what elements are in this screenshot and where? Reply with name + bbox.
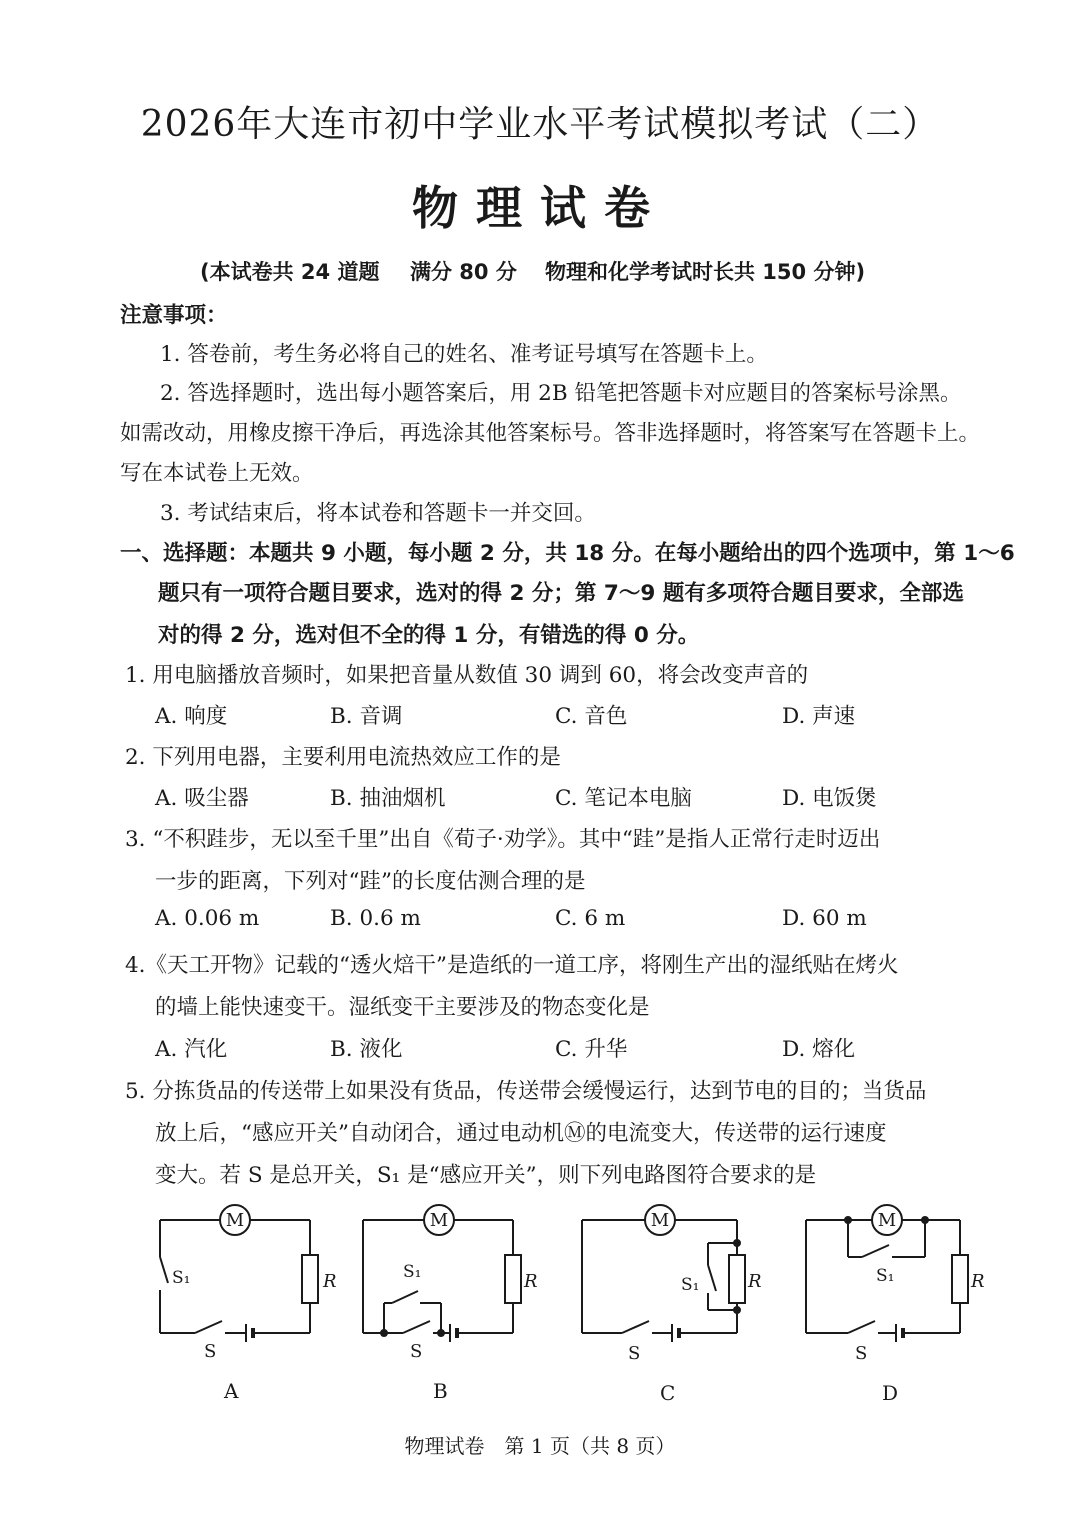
resistor-d-icon [952, 1255, 968, 1303]
notice-item-2: 2. 答选择题时，选出每小题答案后，用 2B 铅笔把答题卡对应题目的答案标号涂黑。 [160, 381, 962, 406]
notice-heading: 注意事项： [120, 303, 228, 328]
circuit-label-d: D [882, 1381, 899, 1405]
motor-label-c: M [650, 1210, 670, 1231]
resistor-label-c: R [748, 1271, 762, 1292]
question-5-cont-2: 变大。若 S 是总开关，S₁ 是“感应开关”，则下列电路图符合要求的是 [155, 1163, 817, 1188]
q3-option-b: B. 0.6 m [330, 906, 421, 931]
switch-s-label-c: S [628, 1343, 641, 1364]
q2-option-c: C. 笔记本电脑 [555, 786, 692, 811]
switch-s1-c-icon [708, 1265, 716, 1291]
info-score: 满分 80 分 [410, 260, 517, 284]
switch-s-c-icon [622, 1321, 649, 1333]
section-heading: 一、选择题：本题共 9 小题，每小题 2 分，共 18 分。在每小题给出的四个选项中，第 1～6 [120, 541, 1015, 566]
question-4-cont: 的墙上能快速变干。湿纸变干主要涉及的物态变化是 [155, 995, 650, 1020]
switch-s1-label-d: S₁ [876, 1266, 895, 1286]
q3-option-a: A. 0.06 m [155, 906, 260, 931]
circuit-c [582, 1205, 762, 1405]
notice-item-2-end: 写在本试卷上无效。 [120, 461, 314, 486]
q1-option-c: C. 音色 [555, 704, 628, 729]
exam-title: 2026年大连市初中学业水平考试模拟考试（二） [140, 104, 940, 145]
notice-item-2-cont: 如需改动，用橡皮擦干净后，再选涂其他答案标号。答非选择题时，将答案写在答题卡上。 [120, 421, 981, 446]
q4-option-d: D. 熔化 [782, 1037, 856, 1062]
resistor-c-icon [729, 1255, 745, 1303]
subject-title: 物理试卷 [412, 181, 668, 235]
switch-s1-b-icon [392, 1291, 418, 1303]
switch-s-label-a: S [204, 1341, 217, 1362]
resistor-label-b: R [524, 1271, 538, 1292]
switch-s1-a-icon [160, 1257, 168, 1283]
resistor-a-icon [302, 1255, 318, 1303]
q1-option-d: D. 声速 [782, 704, 856, 729]
switch-s-b-icon [403, 1321, 430, 1333]
switch-s-d-icon [848, 1321, 875, 1333]
question-1: 1. 用电脑播放音频时，如果把音量从数值 30 调到 60，将会改变声音的 [125, 663, 809, 688]
question-5: 5. 分拣货品的传送带上如果没有货品，传送带会缓慢运行，达到节电的目的；当货品 [125, 1079, 927, 1104]
q1-option-b: B. 音调 [330, 704, 403, 729]
motor-label-d: M [877, 1210, 897, 1231]
q2-option-b: B. 抽油烟机 [330, 786, 446, 811]
motor-label-a: M [225, 1210, 245, 1231]
resistor-label-d: R [971, 1271, 985, 1292]
switch-s1-d-icon [862, 1245, 889, 1257]
switch-s-a-icon [195, 1321, 222, 1333]
circuit-a [160, 1205, 337, 1403]
info-time: 物理和化学考试时长共 150 分钟) [545, 260, 866, 284]
question-3-cont: 一步的距离，下列对“跬”的长度估测合理的是 [155, 869, 586, 894]
question-4: 4.《天工开物》记载的“透火焙干”是造纸的一道工序，将刚生产出的湿纸贴在烤火 [125, 953, 899, 978]
switch-s-label-b: S [410, 1341, 423, 1362]
q4-option-a: A. 汽化 [155, 1037, 228, 1062]
circuit-label-a: A [224, 1379, 239, 1403]
circuit-b [363, 1205, 538, 1403]
question-2: 2. 下列用电器，主要利用电流热效应工作的是 [125, 745, 561, 770]
q1-option-a: A. 响度 [155, 704, 228, 729]
circuit-d [806, 1205, 985, 1405]
question-5-cont-1: 放上后，“感应开关”自动闭合，通过电动机Ⓜ的电流变大，传送带的运行速度 [155, 1121, 887, 1146]
circuit-diagrams [0, 1195, 1080, 1415]
notice-item-3: 3. 考试结束后，将本试卷和答题卡一并交回。 [160, 501, 596, 526]
resistor-b-icon [505, 1255, 521, 1303]
switch-s1-label-b: S₁ [403, 1262, 422, 1282]
q3-option-d: D. 60 m [782, 906, 867, 931]
section-desc-2: 题只有一项符合题目要求，选对的得 2 分；第 7～9 题有多项符合题目要求，全部选 [158, 581, 964, 606]
question-3: 3. “不积跬步，无以至千里”出自《荀子·劝学》。其中“跬”是指人正常行走时迈出 [125, 827, 881, 852]
q2-option-a: A. 吸尘器 [155, 786, 249, 811]
q3-option-c: C. 6 m [555, 906, 626, 931]
switch-s1-label-c: S₁ [681, 1275, 700, 1295]
notice-item-1: 1. 答卷前，考生务必将自己的姓名、准考证号填写在答题卡上。 [160, 342, 768, 367]
section-desc-3: 对的得 2 分，选对但不全的得 1 分，有错选的得 0 分。 [158, 623, 700, 648]
q4-option-c: C. 升华 [555, 1037, 628, 1062]
info-questions: (本试卷共 24 道题 [200, 260, 380, 284]
resistor-label-a: R [323, 1271, 337, 1292]
q2-option-d: D. 电饭煲 [782, 786, 877, 811]
page-footer: 物理试卷 第 1 页（共 8 页） [404, 1434, 676, 1458]
motor-label-b: M [429, 1210, 449, 1231]
q4-option-b: B. 液化 [330, 1037, 403, 1062]
switch-s1-label-a: S₁ [172, 1268, 191, 1288]
circuit-label-c: C [660, 1381, 676, 1405]
switch-s-label-d: S [855, 1343, 868, 1364]
circuit-label-b: B [433, 1379, 448, 1403]
